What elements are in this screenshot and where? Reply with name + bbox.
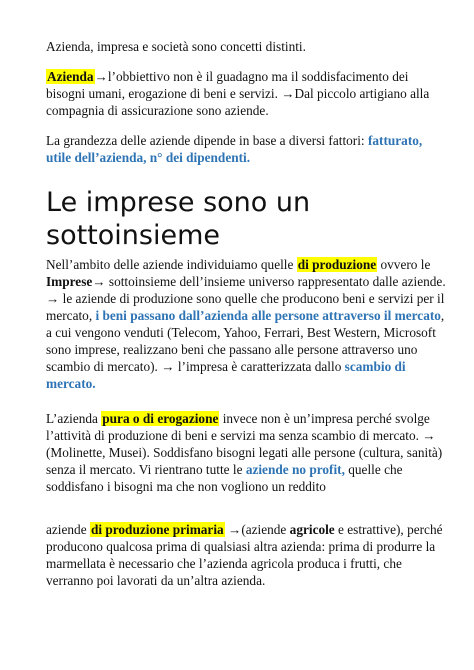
arrow-icon: → xyxy=(161,359,175,374)
highlight-di-produzione: di produzione xyxy=(297,257,377,272)
imprese-text-6: l’impresa è caratterizzata dallo xyxy=(174,359,345,374)
primaria-text-3: (aziende xyxy=(241,522,290,537)
bold-agricole: agricole xyxy=(289,522,335,537)
blue-emphasis-scambio: scambio di mercato. xyxy=(46,359,406,391)
arrow-icon: → xyxy=(281,86,295,101)
imprese-text-2: ovvero le xyxy=(377,257,431,272)
primaria-text-4: e estrattive), perché producono qualcosa prima di qualsiasi altra azienda: prima di produrre la marmellata è necessario che l’azienda agricola produca i frutti, che verranno poi lavorati da un’altra azienda. xyxy=(46,522,443,588)
blue-emphasis-beni-passano: i beni passano dall’azienda alle persone attraverso il mercato xyxy=(95,308,441,323)
document-page xyxy=(46,38,446,602)
pura-text-1: L’azienda xyxy=(46,411,102,426)
highlight-pura-erogazione: pura o di erogazione xyxy=(102,411,219,426)
arrow-icon: → xyxy=(46,291,60,306)
azienda-definition-text: l’obbiettivo non è il guadagno ma il soddisfacimento dei bisogni umani, erogazione di beni e servizi. xyxy=(46,69,409,101)
primaria-text-1: aziende xyxy=(46,522,90,537)
grandezza-text: La grandezza delle aziende dipende in base a diversi fattori: xyxy=(46,133,368,148)
grandezza-paragraph xyxy=(46,132,446,166)
imprese-text-4: le aziende di produzione sono quelle che producono beni e servizi per il mercato, xyxy=(46,291,445,323)
pura-text-4: quelle che soddisfano i bisogni ma che non vogliono un reddito xyxy=(46,462,403,494)
arrow-icon: → xyxy=(422,428,436,443)
imprese-text-1: Nell’ambito delle aziende individuiamo quelle xyxy=(46,257,297,272)
azienda-pura-paragraph xyxy=(46,410,446,495)
imprese-text-3: sottoinsieme dell’insieme universo rappresentato dalle aziende. xyxy=(105,274,446,289)
imprese-text-5: , a cui vengono venduti (Telecom, Yahoo, Ferrari, Best Western, Microsoft sono imprese, realizzano beni che passano alle persone attraverso uno scambio di mercato). xyxy=(46,308,445,374)
azienda-examples-text: Dal piccolo artigiano alla compagnia di assicurazione sono aziende. xyxy=(46,86,430,118)
azienda-definition-paragraph xyxy=(46,68,446,119)
pura-text-3: (Molinette, Musei). Soddisfano bisogni legati alle persone (cultura, sanità) senza il mercato. Vi rientrano tutte le xyxy=(46,445,443,477)
imprese-paragraph xyxy=(46,256,446,392)
highlight-produzione-primaria: di produzione primaria xyxy=(90,522,224,537)
arrow-icon: → xyxy=(228,522,242,537)
bold-imprese: Imprese xyxy=(46,274,93,289)
arrow-icon: → xyxy=(94,69,108,84)
section-heading: Le imprese sono un sottoinsieme xyxy=(46,187,311,251)
intro-paragraph xyxy=(46,38,446,55)
intro-text: Azienda, impresa e società sono concetti distinti. xyxy=(46,39,306,54)
blue-emphasis-fattori: fatturato, utile dell’azienda, n° dei dipendenti. xyxy=(46,133,423,165)
blue-emphasis-no-profit: aziende no profit, xyxy=(245,462,345,477)
produzione-primaria-paragraph xyxy=(46,521,446,589)
arrow-icon: → xyxy=(92,274,106,289)
highlight-azienda: Azienda xyxy=(47,69,94,84)
pura-text-2: invece non è un’impresa perché svolge l’attività di produzione di beni e servizi ma senza scambio di mercato. xyxy=(46,411,430,443)
